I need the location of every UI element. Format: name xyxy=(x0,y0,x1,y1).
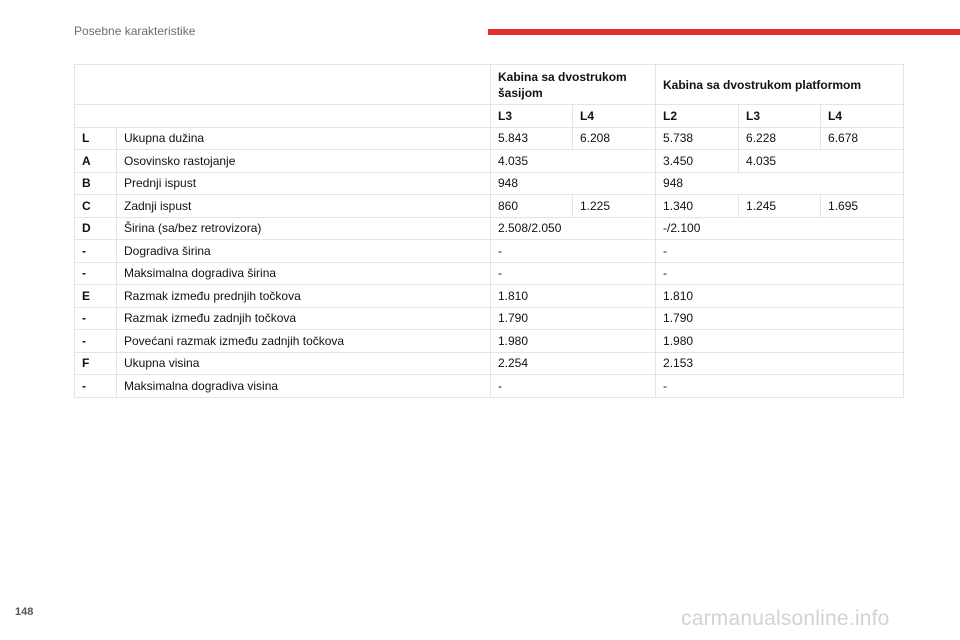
table-row xyxy=(75,330,904,353)
subheader-chassis-l4: L4 xyxy=(573,105,656,128)
row-value: 1.810 xyxy=(491,285,656,308)
row-value: - xyxy=(491,375,656,398)
table-row xyxy=(75,127,904,150)
row-code: - xyxy=(75,240,117,263)
row-value: 1.225 xyxy=(573,195,656,218)
header-empty-cell xyxy=(75,65,491,105)
row-value: 860 xyxy=(491,195,573,218)
table-row xyxy=(75,217,904,240)
row-value: 1.790 xyxy=(491,307,656,330)
page-number: 148 xyxy=(15,606,34,618)
row-value: - xyxy=(656,262,904,285)
table-subheader-row xyxy=(75,105,904,128)
table-group-header-row xyxy=(75,65,904,105)
header-accent-bar xyxy=(488,29,960,35)
row-code: - xyxy=(75,307,117,330)
row-code: L xyxy=(75,127,117,150)
row-label: Dogradiva širina xyxy=(117,240,491,263)
table-row xyxy=(75,262,904,285)
row-value: 1.980 xyxy=(491,330,656,353)
row-value: - xyxy=(491,240,656,263)
row-value: -/2.100 xyxy=(656,217,904,240)
row-value: 1.790 xyxy=(656,307,904,330)
subheader-platform-l2: L2 xyxy=(656,105,739,128)
row-value: 1.810 xyxy=(656,285,904,308)
row-value: 4.035 xyxy=(491,150,656,173)
row-value: 6.678 xyxy=(821,127,904,150)
group-header-chassis: Kabina sa dvostrukom šasijom xyxy=(491,65,656,105)
row-value: 1.980 xyxy=(656,330,904,353)
row-label: Povećani razmak između zadnjih točkova xyxy=(117,330,491,353)
table-row xyxy=(75,172,904,195)
row-value: 1.340 xyxy=(656,195,739,218)
row-value: 5.843 xyxy=(491,127,573,150)
row-value: 948 xyxy=(656,172,904,195)
row-value: 1.695 xyxy=(821,195,904,218)
row-label: Razmak između prednjih točkova xyxy=(117,285,491,308)
row-code: C xyxy=(75,195,117,218)
group-header-platform: Kabina sa dvostrukom platformom xyxy=(656,65,904,105)
row-value: 6.228 xyxy=(739,127,821,150)
table-row xyxy=(75,195,904,218)
row-value: - xyxy=(656,375,904,398)
row-code: - xyxy=(75,262,117,285)
row-code: E xyxy=(75,285,117,308)
row-code: D xyxy=(75,217,117,240)
table-row xyxy=(75,240,904,263)
row-label: Zadnji ispust xyxy=(117,195,491,218)
row-label: Maksimalna dogradiva širina xyxy=(117,262,491,285)
row-label: Razmak između zadnjih točkova xyxy=(117,307,491,330)
row-value: 2.153 xyxy=(656,352,904,375)
subheader-empty-cell xyxy=(75,105,491,128)
row-code: B xyxy=(75,172,117,195)
row-code: F xyxy=(75,352,117,375)
row-value: 6.208 xyxy=(573,127,656,150)
table-row xyxy=(75,375,904,398)
row-value: - xyxy=(491,262,656,285)
row-label: Osovinsko rastojanje xyxy=(117,150,491,173)
row-label: Ukupna visina xyxy=(117,352,491,375)
subheader-platform-l3: L3 xyxy=(739,105,821,128)
watermark: carmanualsonline.info xyxy=(681,607,890,630)
row-code: - xyxy=(75,330,117,353)
row-code: A xyxy=(75,150,117,173)
row-label: Ukupna dužina xyxy=(117,127,491,150)
subheader-platform-l4: L4 xyxy=(821,105,904,128)
row-value: - xyxy=(656,240,904,263)
row-code: - xyxy=(75,375,117,398)
row-value: 4.035 xyxy=(739,150,904,173)
table-row xyxy=(75,352,904,375)
row-value: 2.508/2.050 xyxy=(491,217,656,240)
table-row xyxy=(75,307,904,330)
table-row xyxy=(75,150,904,173)
row-label: Širina (sa/bez retrovizora) xyxy=(117,217,491,240)
dimensions-table xyxy=(74,64,904,398)
row-value: 3.450 xyxy=(656,150,739,173)
row-value: 2.254 xyxy=(491,352,656,375)
row-value: 5.738 xyxy=(656,127,739,150)
subheader-chassis-l3: L3 xyxy=(491,105,573,128)
row-value: 948 xyxy=(491,172,656,195)
section-title: Posebne karakteristike xyxy=(74,24,196,38)
row-label: Prednji ispust xyxy=(117,172,491,195)
row-value: 1.245 xyxy=(739,195,821,218)
row-label: Maksimalna dogradiva visina xyxy=(117,375,491,398)
table-row xyxy=(75,285,904,308)
